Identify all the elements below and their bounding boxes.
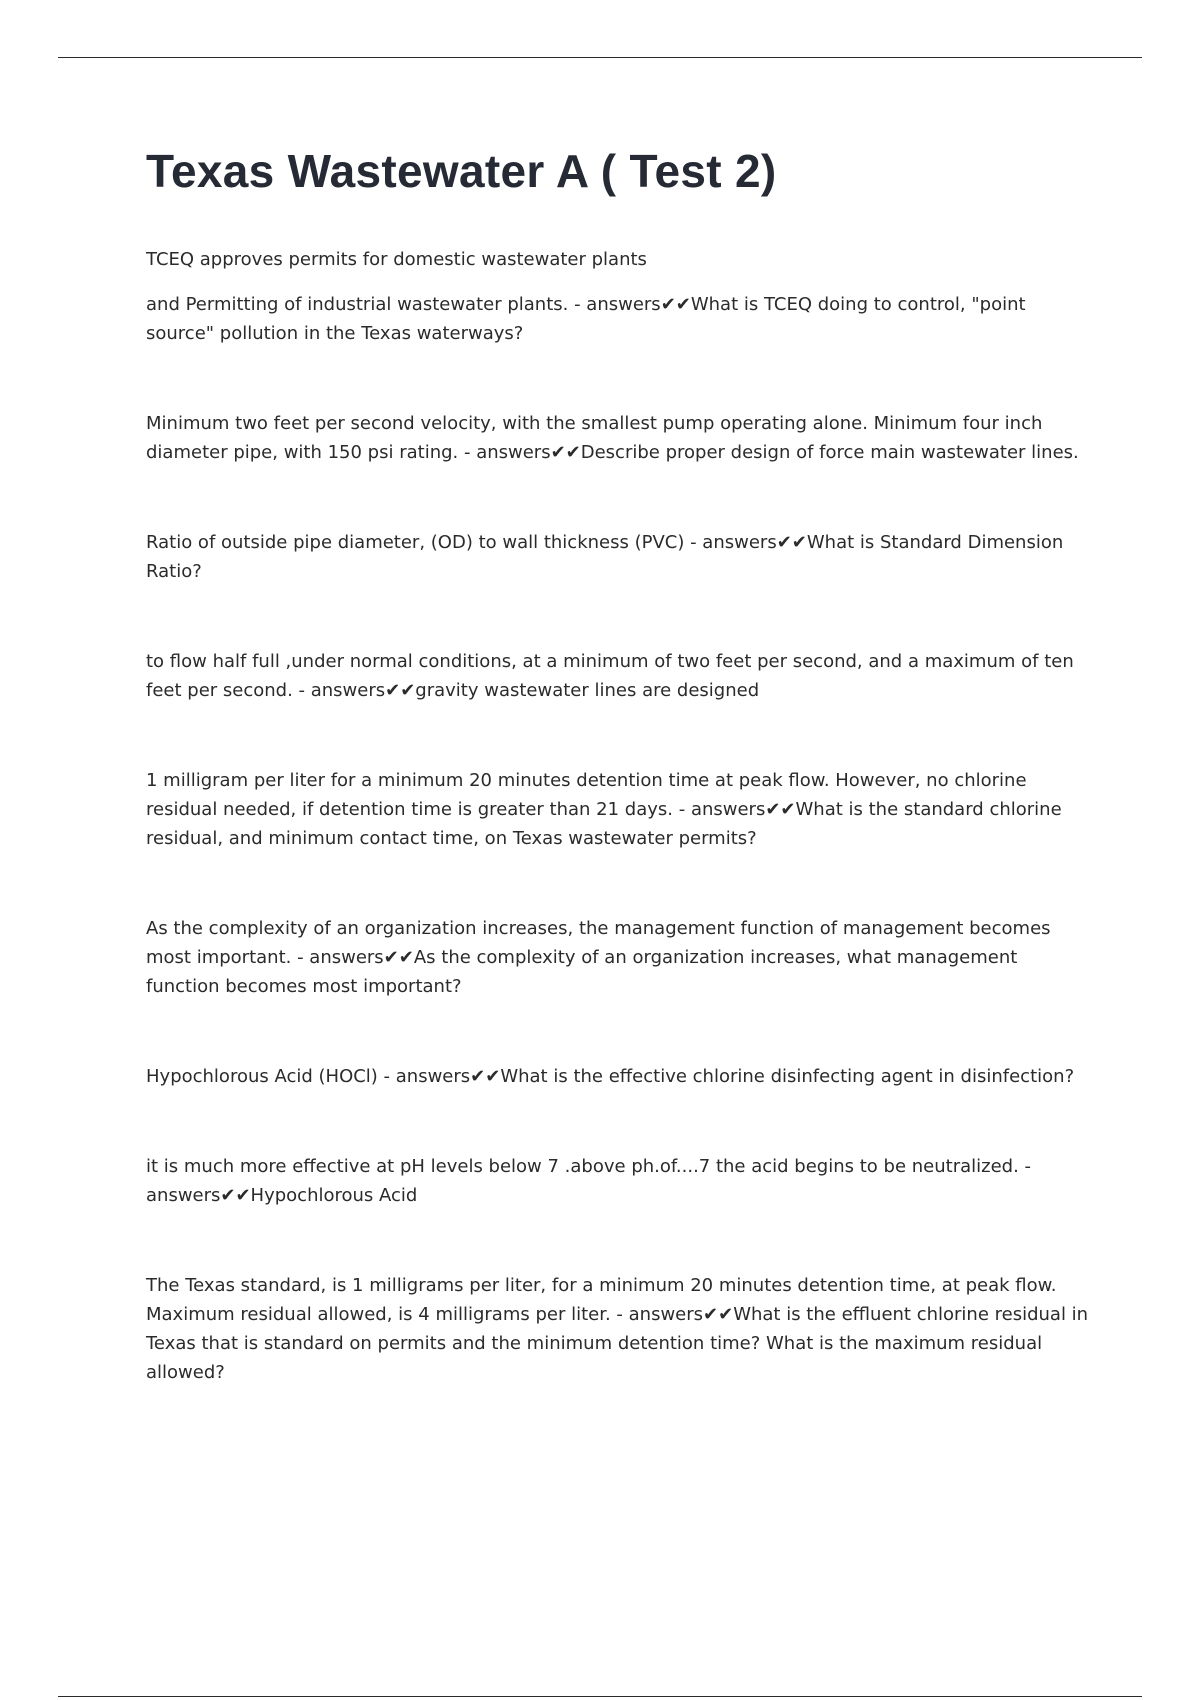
document-body	[146, 245, 1090, 1448]
qa-entry-6: As the complexity of an organization increases, the management function of management becomes most important. - answers✔✔As the complexity of an organization increases, what management function becomes most important?	[146, 918, 1051, 997]
lead-paragraph: TCEQ approves permits for domestic wastewater plants	[146, 249, 647, 270]
page-title: Texas Wastewater A ( Test 2)	[146, 145, 777, 197]
header-rule	[58, 57, 1142, 58]
qa-entry-4: to flow half full ,under normal conditions, at a minimum of two feet per second, and a maximum of ten feet per second. - answers✔✔gravity wastewater lines are designed	[146, 651, 1074, 701]
qa-entry-7: Hypochlorous Acid (HOCl) - answers✔✔What is the effective chlorine disinfecting agent in disinfection?	[146, 1066, 1075, 1087]
qa-entry-5: 1 milligram per liter for a minimum 20 minutes detention time at peak flow. However, no chlorine residual needed, if detention time is greater than 21 days. - answers✔✔What is the standard chlorine residual, and minimum contact time, on Texas wastewater permits?	[146, 770, 1062, 849]
qa-entry-1: and Permitting of industrial wastewater plants. - answers✔✔What is TCEQ doing to control, "point source" pollution in the Texas waterways?	[146, 294, 1026, 344]
qa-entry-9: The Texas standard, is 1 milligrams per liter, for a minimum 20 minutes detention time, at peak flow. Maximum residual allowed, is 4 milligrams per liter. - answers✔✔What is the effluent chlorine residual in Texas that is standard on permits and the minimum detention time? What is the maximum residual allowed?	[146, 1275, 1089, 1383]
qa-entry-3: Ratio of outside pipe diameter, (OD) to wall thickness (PVC) - answers✔✔What is Standard Dimension Ratio?	[146, 532, 1064, 582]
qa-entry-2: Minimum two feet per second velocity, with the smallest pump operating alone. Minimum four inch diameter pipe, with 150 psi rating. - answers✔✔Describe proper design of force main wastewater lines.	[146, 413, 1079, 463]
footer-rule	[58, 1696, 1142, 1697]
qa-entry-8: it is much more effective at pH levels below 7 .above ph.of....7 the acid begins to be neutralized. - answers✔✔Hypochlorous Acid	[146, 1156, 1032, 1206]
